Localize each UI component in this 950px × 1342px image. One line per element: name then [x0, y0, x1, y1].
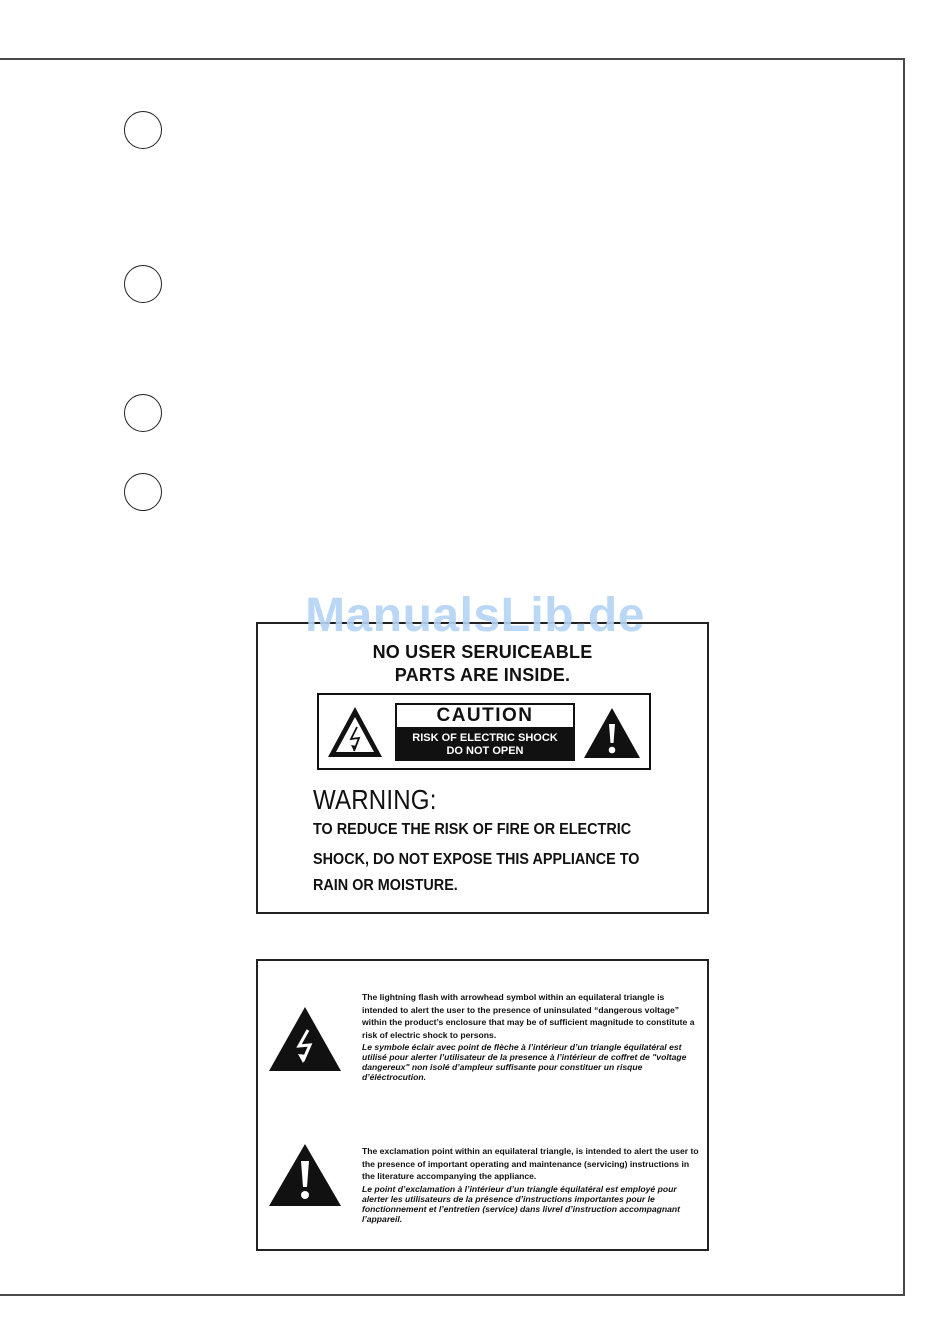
- circle-marker-icon: [124, 111, 162, 149]
- caution-label: [256, 622, 709, 914]
- caution-band: [395, 729, 575, 761]
- warning-line2: SHOCK, DO NOT EXPOSE THIS APPLIANCE TO: [313, 851, 640, 868]
- warning-line3: RAIN OR MOISTURE.: [313, 877, 458, 894]
- exclamation-explanation: [362, 1145, 702, 1224]
- watermark: ManualsLib.de: [305, 589, 645, 642]
- caution-center: [395, 703, 575, 761]
- lightning-triangle-icon: [268, 1006, 342, 1072]
- label-heading-line2: PARTS ARE INSIDE.: [394, 665, 571, 685]
- symbol-explanation-box: [256, 959, 709, 1251]
- warning-line1: TO REDUCE THE RISK OF FIRE OR ELECTRIC: [313, 821, 632, 838]
- caution-line2: DO NOT OPEN: [446, 745, 524, 757]
- lightning-triangle-icon: [326, 705, 384, 759]
- warning-title: WARNING:: [313, 784, 437, 815]
- label-heading-line1: NO USER SERUICEABLE: [372, 642, 593, 662]
- circle-marker-icon: [124, 473, 162, 511]
- caution-strip: [317, 693, 651, 770]
- exclamation-text-en: The exclamation point within an equilateral triangle, is intended to alert the user to the presence of important operating and maintenance (servicing) instructions in the literature accompanying the appliance.: [362, 1146, 699, 1181]
- circle-marker-icon: [124, 394, 162, 432]
- exclamation-triangle-icon: [583, 707, 641, 759]
- caution-line1: RISK OF ELECTRIC SHOCK: [412, 732, 558, 744]
- lightning-explanation: [362, 991, 702, 1082]
- exclamation-triangle-icon: [268, 1143, 342, 1207]
- lightning-text-en: The lightning flash with arrowhead symbol within an equilateral triangle is intended to alert the user to the presence of uninsulated “dangerous voltage” within the product’s enclosure that may be of sufficient magnitude to constitute a risk of electric shock to persons.: [362, 992, 695, 1040]
- circle-marker-icon: [124, 265, 162, 303]
- exclamation-text-fr: Le point d’exclamation à l’intérieur d’un triangle équilatéral est employé pour alerter les utilisateurs de la présence d’instructions importantes pour le fonctionnement et l’entretien (service) dans livrel d’instruction accompagnant l’appareil.: [362, 1183, 681, 1224]
- caution-title: CAUTION: [395, 703, 575, 729]
- lightning-text-fr: Le symbole éclair avec point de flèche à l’intérieur d’un triangle équilatéral est utilisé pour alerter l’utilisateur de la presence à l’intérieur de coffret de "voltage dangereux" non isolé d’ampleur suffisante pour constituer un risque d’éléctrocution.: [362, 1042, 687, 1082]
